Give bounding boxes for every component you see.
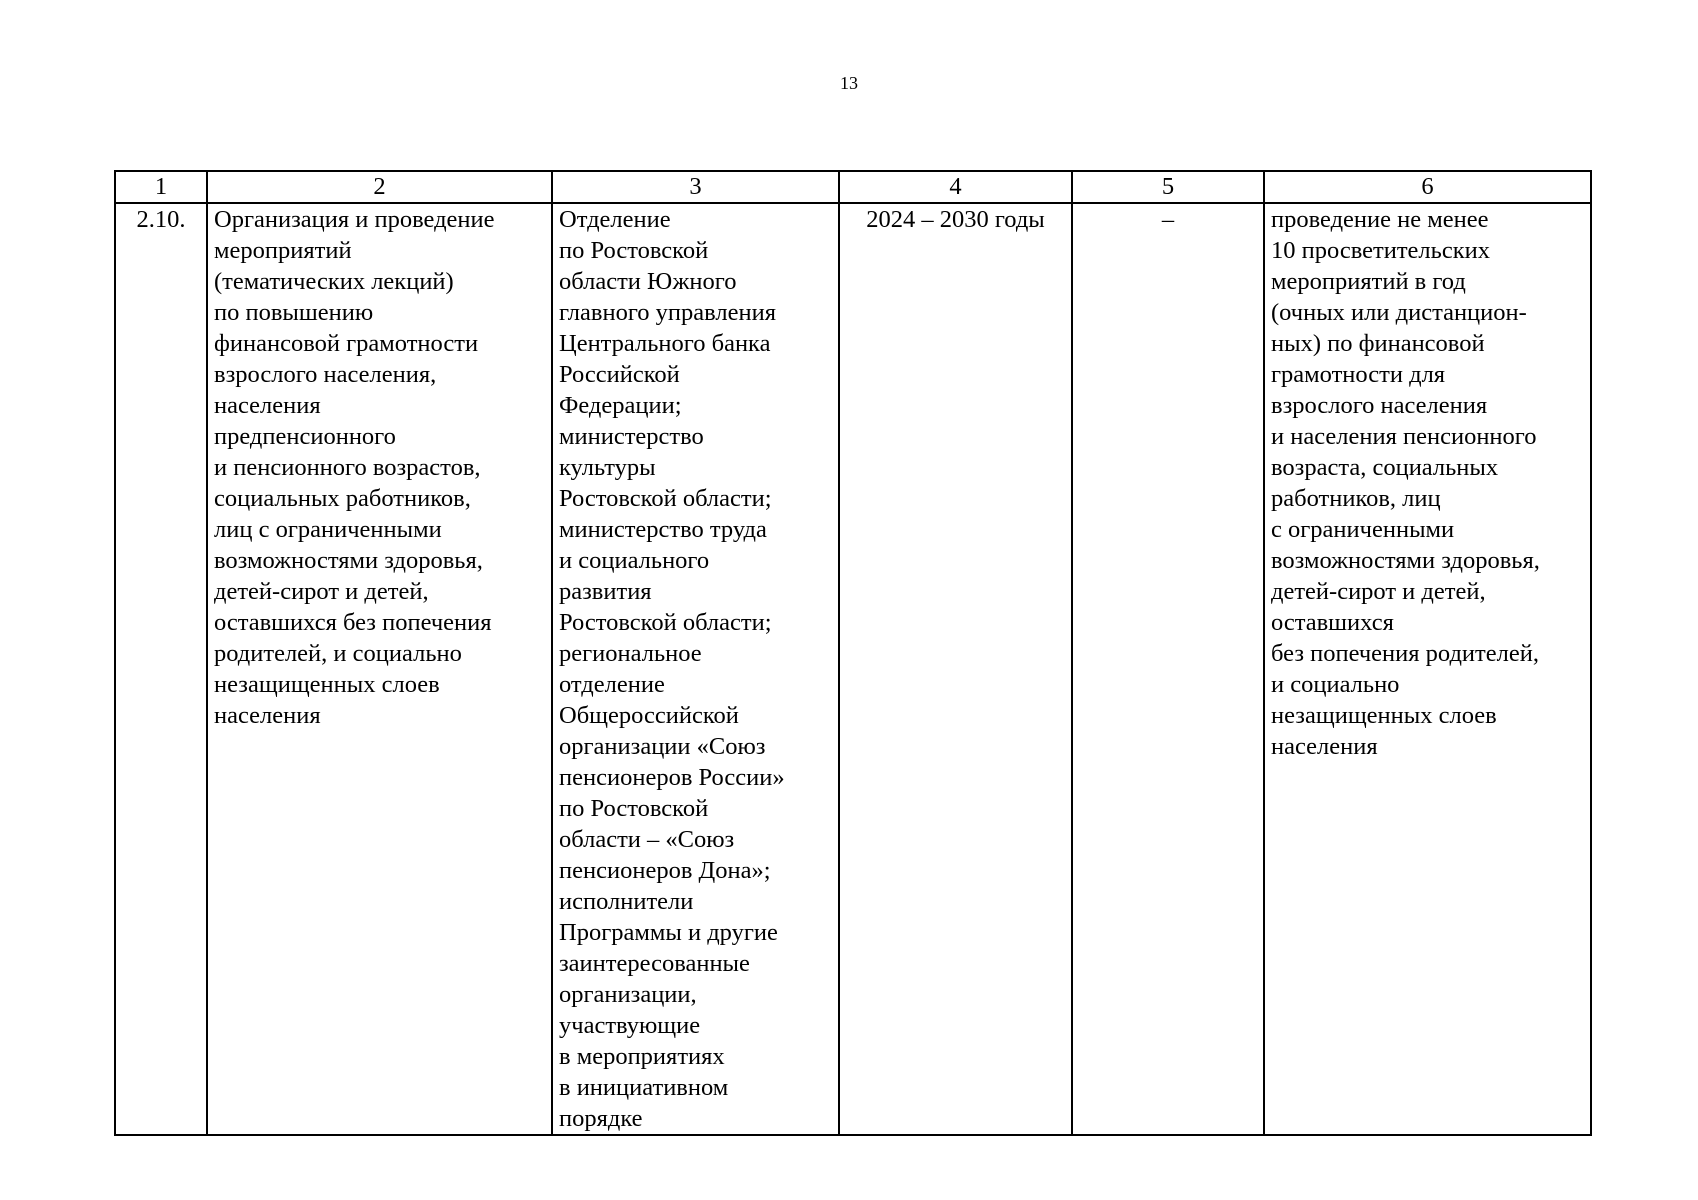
measures-table (114, 170, 1592, 1136)
column-5-cell: – (1072, 203, 1264, 1135)
row-number-cell: 2.10. (115, 203, 207, 1135)
event-description-cell: Организация и проведение мероприятий (тематических лекций) по повышению финансовой грамотности взрослого населения, населения предпенсионного и пенсионного возрастов, социальных работников, лиц с ограниченными возможностями здоровья, детей-сирот и детей, оставшихся без попечения родителей, и социально незащищенных слоев населения (207, 203, 552, 1135)
table-header-row (115, 171, 1591, 203)
table-row (115, 203, 1591, 1135)
period-cell: 2024 – 2030 годы (839, 203, 1072, 1135)
column-header-2: 2 (207, 171, 552, 203)
column-header-6: 6 (1264, 171, 1591, 203)
result-cell: проведение не менее 10 просветительских мероприятий в год (очных или дистанцион- ных) по финансовой грамотности для взрослого населения и населения пенсионного возраста, социальных работников, лиц с ограниченными возможностями здоровья, детей-сирот и детей, оставшихся без попечения родителей, и социально незащищенных слоев населения (1264, 203, 1591, 1135)
executors-cell: Отделение по Ростовской области Южного главного управления Центрального банка Российской Федерации; министерство культуры Ростовской области; министерство труда и социального развития Ростовской области; региональное отделение Общероссийской организации «Союз пенсионеров России» по Ростовской области – «Союз пенсионеров Дона»; исполнители Программы и другие заинтересованные организации, участвующие в мероприятиях в инициативном порядке (552, 203, 839, 1135)
page-number: 13 (840, 73, 858, 93)
column-header-3: 3 (552, 171, 839, 203)
column-header-4: 4 (839, 171, 1072, 203)
column-header-1: 1 (115, 171, 207, 203)
column-header-5: 5 (1072, 171, 1264, 203)
